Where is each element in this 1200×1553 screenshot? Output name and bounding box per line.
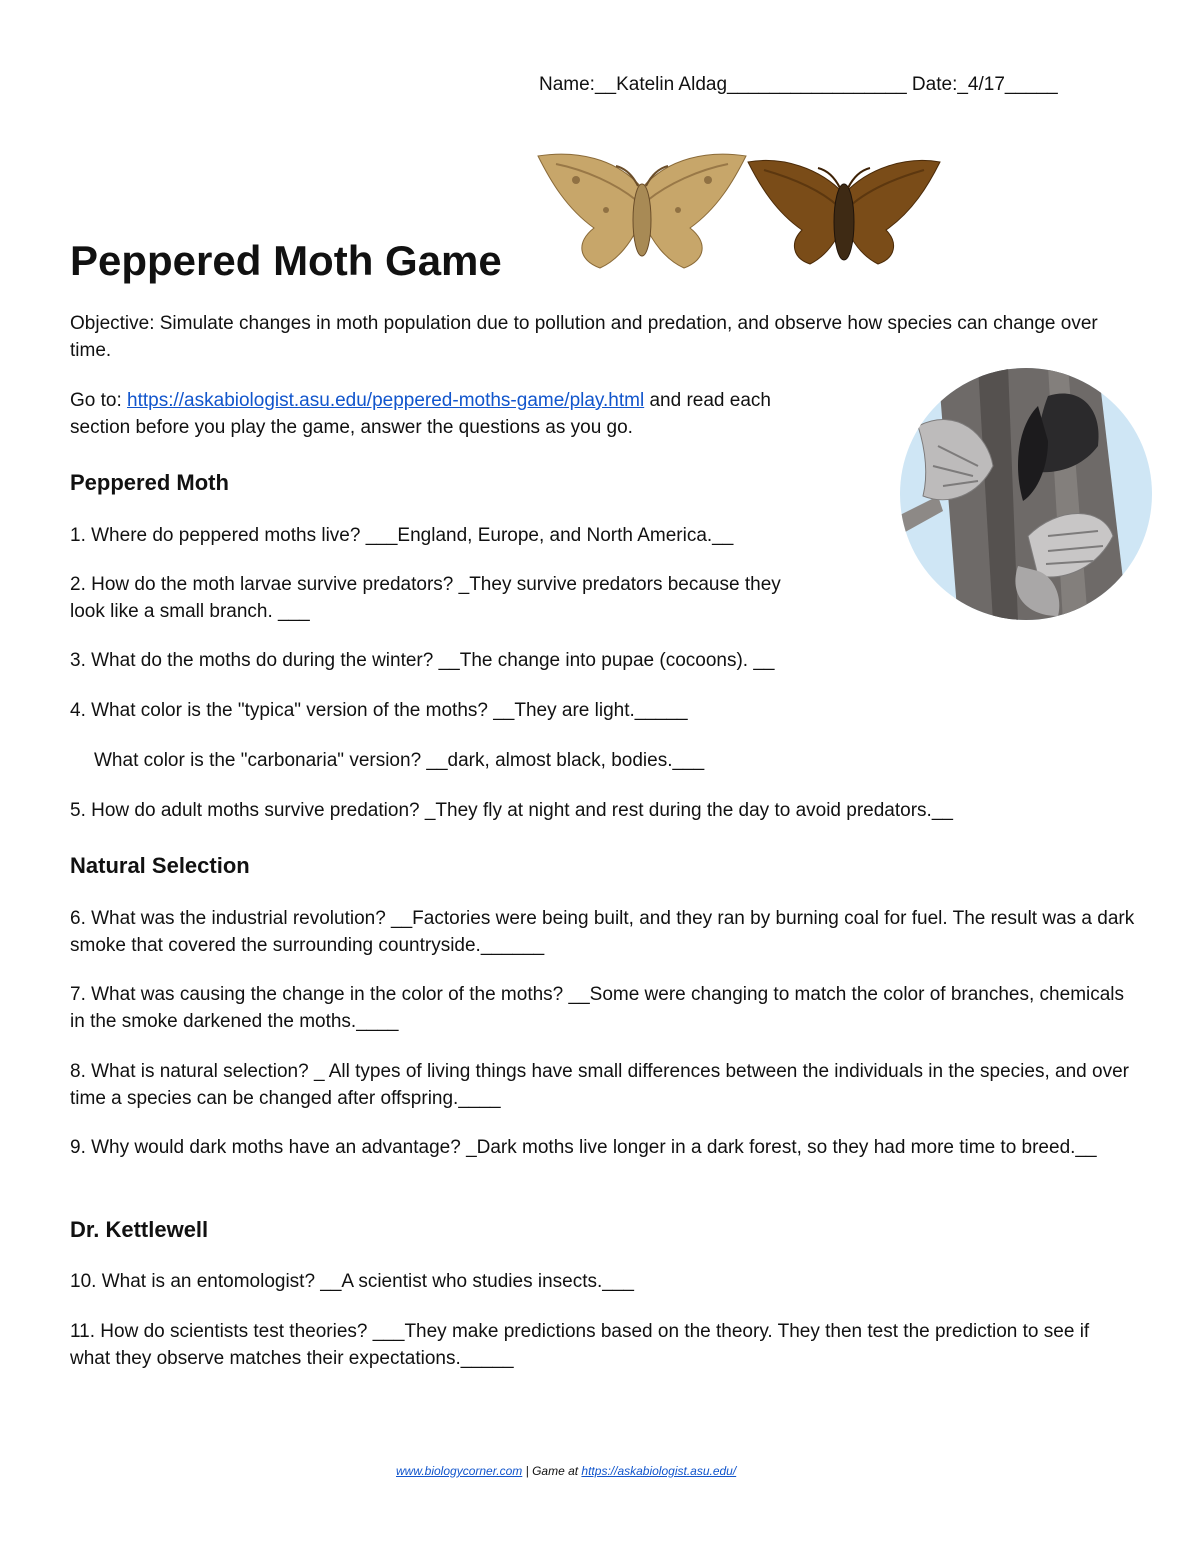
- goto-prefix: Go to:: [70, 390, 128, 411]
- question-1: 1. Where do peppered moths live? ___England, Europe, and North America.__: [70, 525, 734, 546]
- moths-on-tree-icon: [898, 366, 1154, 622]
- question-8: 8. What is natural selection? _ All types of living things have small differences between the individuals in the species, and over time a species can be changed after offspring.____: [70, 1061, 1129, 1109]
- peppered-moth-dark-icon: [746, 154, 942, 270]
- section-heading-natural-selection: Natural Selection: [70, 853, 250, 878]
- peppered-moth-light-icon: [536, 150, 748, 274]
- question-7: 7. What was causing the change in the color of the moths? __Some were changing to match the color of branches, chemicals in the smoke darkened the moths.____: [70, 984, 1125, 1032]
- goto-line: [70, 387, 771, 414]
- footer: [396, 1464, 736, 1478]
- footer-biologycorner-link[interactable]: www.biologycorner.com: [396, 1464, 523, 1478]
- section-heading-peppered-moth: Peppered Moth: [70, 470, 229, 495]
- game-url-link[interactable]: https://askabiologist.asu.edu/peppered-moths-game/play.html: [127, 390, 645, 411]
- footer-askabiologist-link[interactable]: https://askabiologist.asu.edu/: [581, 1464, 737, 1478]
- question-10: 10. What is an entomologist? __A scientist who studies insects.___: [70, 1271, 634, 1292]
- question-3: 3. What do the moths do during the winter? __The change into pupae (cocoons). __: [70, 650, 775, 671]
- question-6: 6. What was the industrial revolution? __Factories were being built, and they ran by burning coal for fuel. The result was a dark smoke that covered the surrounding countryside.______: [70, 908, 1135, 956]
- footer-middle-text: | Game at: [522, 1464, 582, 1478]
- question-2-line-1: 2. How do the moth larvae survive predators? _They survive predators because they: [70, 574, 781, 595]
- question-4: 4. What color is the "typica" version of the moths? __They are light._____: [70, 700, 688, 721]
- page-title: Peppered Moth Game: [70, 237, 502, 284]
- question-2-line-2: look like a small branch. ___: [70, 601, 310, 622]
- question-4b: What color is the "carbonaria" version? __dark, almost black, bodies.___: [94, 750, 705, 771]
- section-heading-kettlewell: Dr. Kettlewell: [70, 1217, 209, 1242]
- goto-line-2: section before you play the game, answer the questions as you go.: [70, 417, 633, 438]
- question-5: 5. How do adult moths survive predation? _They fly at night and rest during the day to avoid predators.__: [70, 800, 953, 821]
- question-11: 11. How do scientists test theories? ___They make predictions based on the theory. They then test the prediction to see if what they observe matches their expectations._____: [70, 1321, 1090, 1369]
- goto-suffix: and read each: [644, 390, 771, 411]
- question-9: 9. Why would dark moths have an advantage? _Dark moths live longer in a dark forest, so they had more time to breed.__: [70, 1137, 1097, 1158]
- name-date-line: Name:__Katelin Aldag_________________ Date:_4/17_____: [539, 74, 1058, 95]
- objective-text: Objective: Simulate changes in moth population due to pollution and predation, and observe how species can change over time.: [70, 313, 1098, 361]
